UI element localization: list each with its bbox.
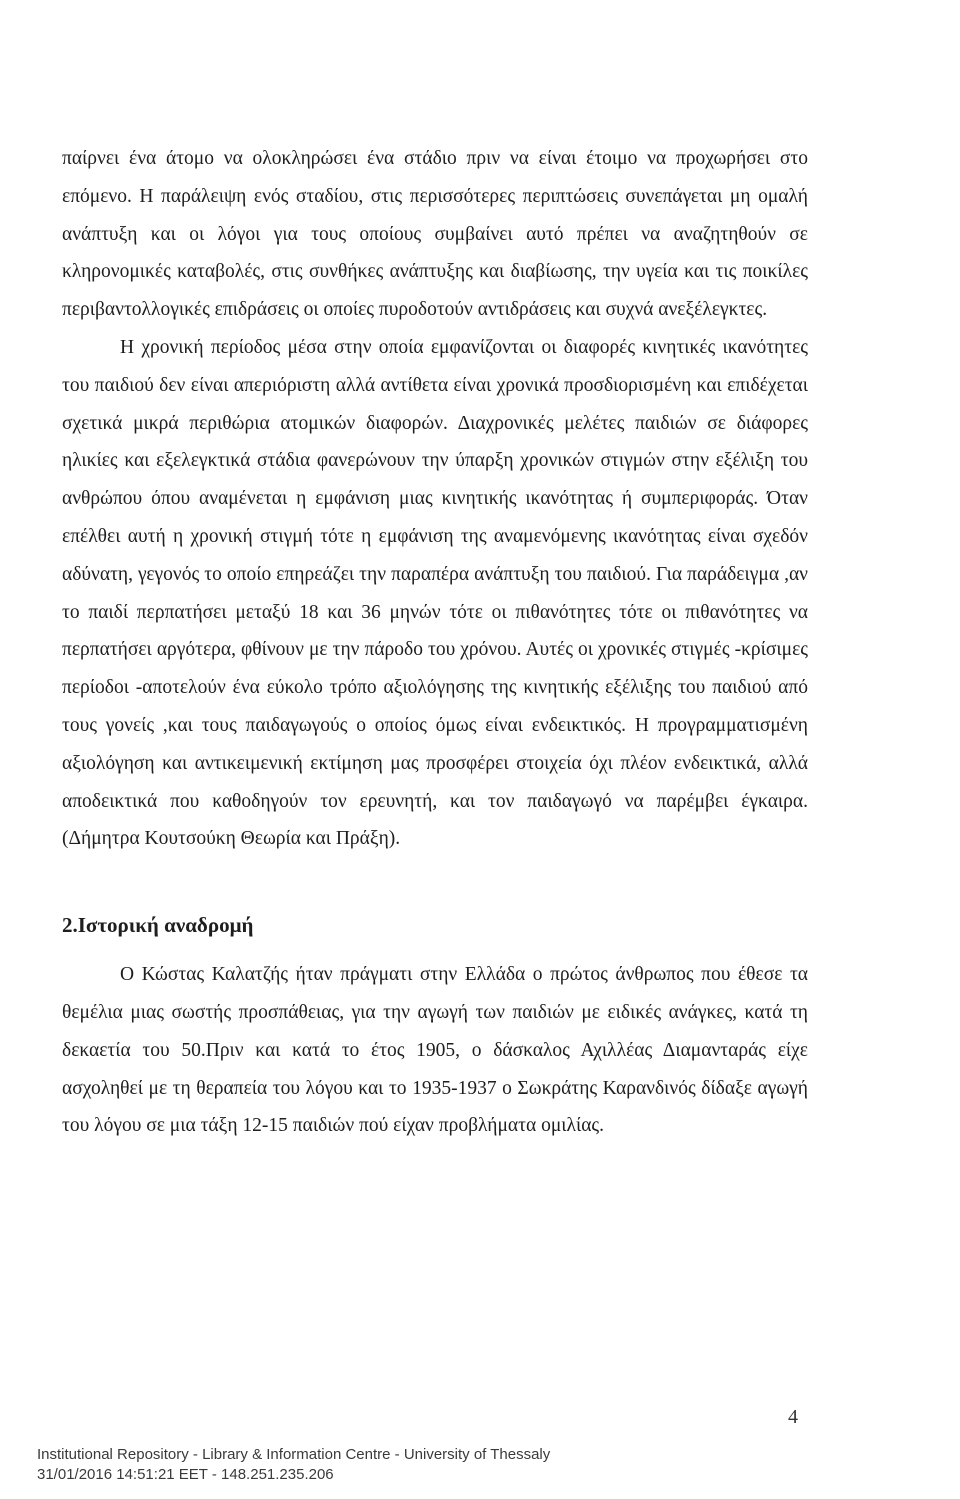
repository-footer xyxy=(37,1445,550,1485)
page-number: 4 xyxy=(788,1406,798,1428)
paragraph-continuation: παίρνει ένα άτομο να ολοκληρώσει ένα στάδιο πριν να είναι έτοιμο να προχωρήσει στο επόμενο. Η παράλειψη ενός σταδίου, στις περισσότερες περιπτώσεις συνεπάγεται μη ομαλή ανάπτυξη και οι λόγοι για τους οποίους συμβαίνει αυτό πρέπει να αναζητηθούν σε κληρονομικές καταβολές, στις συνθήκες ανάπτυξης και διαβίωσης, την υγεία και τις ποικίλες περιβαντολλογικές επιδράσεις οι οποίες πυροδοτούν αντιδράσεις και συχνά ανεξέλεγκτες. xyxy=(62,148,808,321)
footer-repository-line: Institutional Repository - Library & Information Centre - University of Thessaly xyxy=(37,1446,551,1463)
footer-timestamp-line: 31/01/2016 14:51:21 EET - 148.251.235.206 xyxy=(37,1466,334,1483)
paragraph-critical-periods: Η χρονική περίοδος μέσα στην οποία εμφανίζονται οι διαφορές κινητικές ικανότητες του παιδιού δεν είναι απεριόριστη αλλά αντίθετα είναι χρονικά προσδιορισμένη και επιδέχεται σχετικά μικρά περιθώρια ατομικών διαφορών. Διαχρονικές μελέτες παιδιών σε διάφορες ηλικίες και εξελεγκτικά στάδια φανερώνουν την ύπαρξη χρονικών στιγμών στην εξέλιξη του ανθρώπου όπου αναμένεται η εμφάνιση μιας κινητικής ικανότητας ή συμπεριφοράς. Όταν επέλθει αυτή η χρονική στιγμή τότε η εμφάνιση της αναμενόμενης ικανότητας είναι σχεδόν αδύνατη, γεγονός το οποίο επηρεάζει την παραπέρα ανάπτυξη του παιδιού. Για παράδειγμα ,αν το παιδί περπατήσει μεταξύ 18 και 36 μηνών τότε οι πιθανότητες τότε οι πιθανότητες να περπατήσει αργότερα, φθίνουν με την πάροδο του χρόνου. Αυτές οι χρονικές στιγμές -κρίσιμες περίοδοι -αποτελούν ένα εύκολο τρόπο αξιολόγησης της κινητικής εξέλιξης του παιδιού από τους γονείς ,και τους παιδαγωγούς ο οποίος όμως είναι ενδεικτικός. Η προγραμματισμένη αξιολόγηση και αντικειμενική εκτίμηση μας προσφέρει στοιχεία όχι πλέον ενδεικτικά, αλλά αποδεικτικά που καθοδηγούν τον ερευνητή, και τον παιδαγωγό να παρέμβει έγκαιρα. (Δήμητρα Κουτσούκη Θεωρία και Πράξη). xyxy=(62,336,808,850)
section-heading: 2.Ιστορική αναδρομή xyxy=(62,913,254,938)
paragraph-history: Ο Κώστας Καλατζής ήταν πράγματι στην Ελλάδα ο πρώτος άνθρωπος που έθεσε τα θεμέλια μιας σωστής προσπάθειας, για την αγωγή των παιδιών με ειδικές ανάγκες, κατά τη δεκαετία του 50.Πριν και κατά το έτος 1905, ο δάσκαλος Αχιλλέας Διαμανταράς είχε ασχοληθεί με τη θεραπεία του λόγου και το 1935-1937 ο Σωκράτης Καρανδινός δίδαξε αγωγή του λόγου σε μια τάξη 12-15 παιδιών πού είχαν προβλήματα ομιλίας. xyxy=(62,964,808,1137)
document-body xyxy=(62,140,808,1145)
